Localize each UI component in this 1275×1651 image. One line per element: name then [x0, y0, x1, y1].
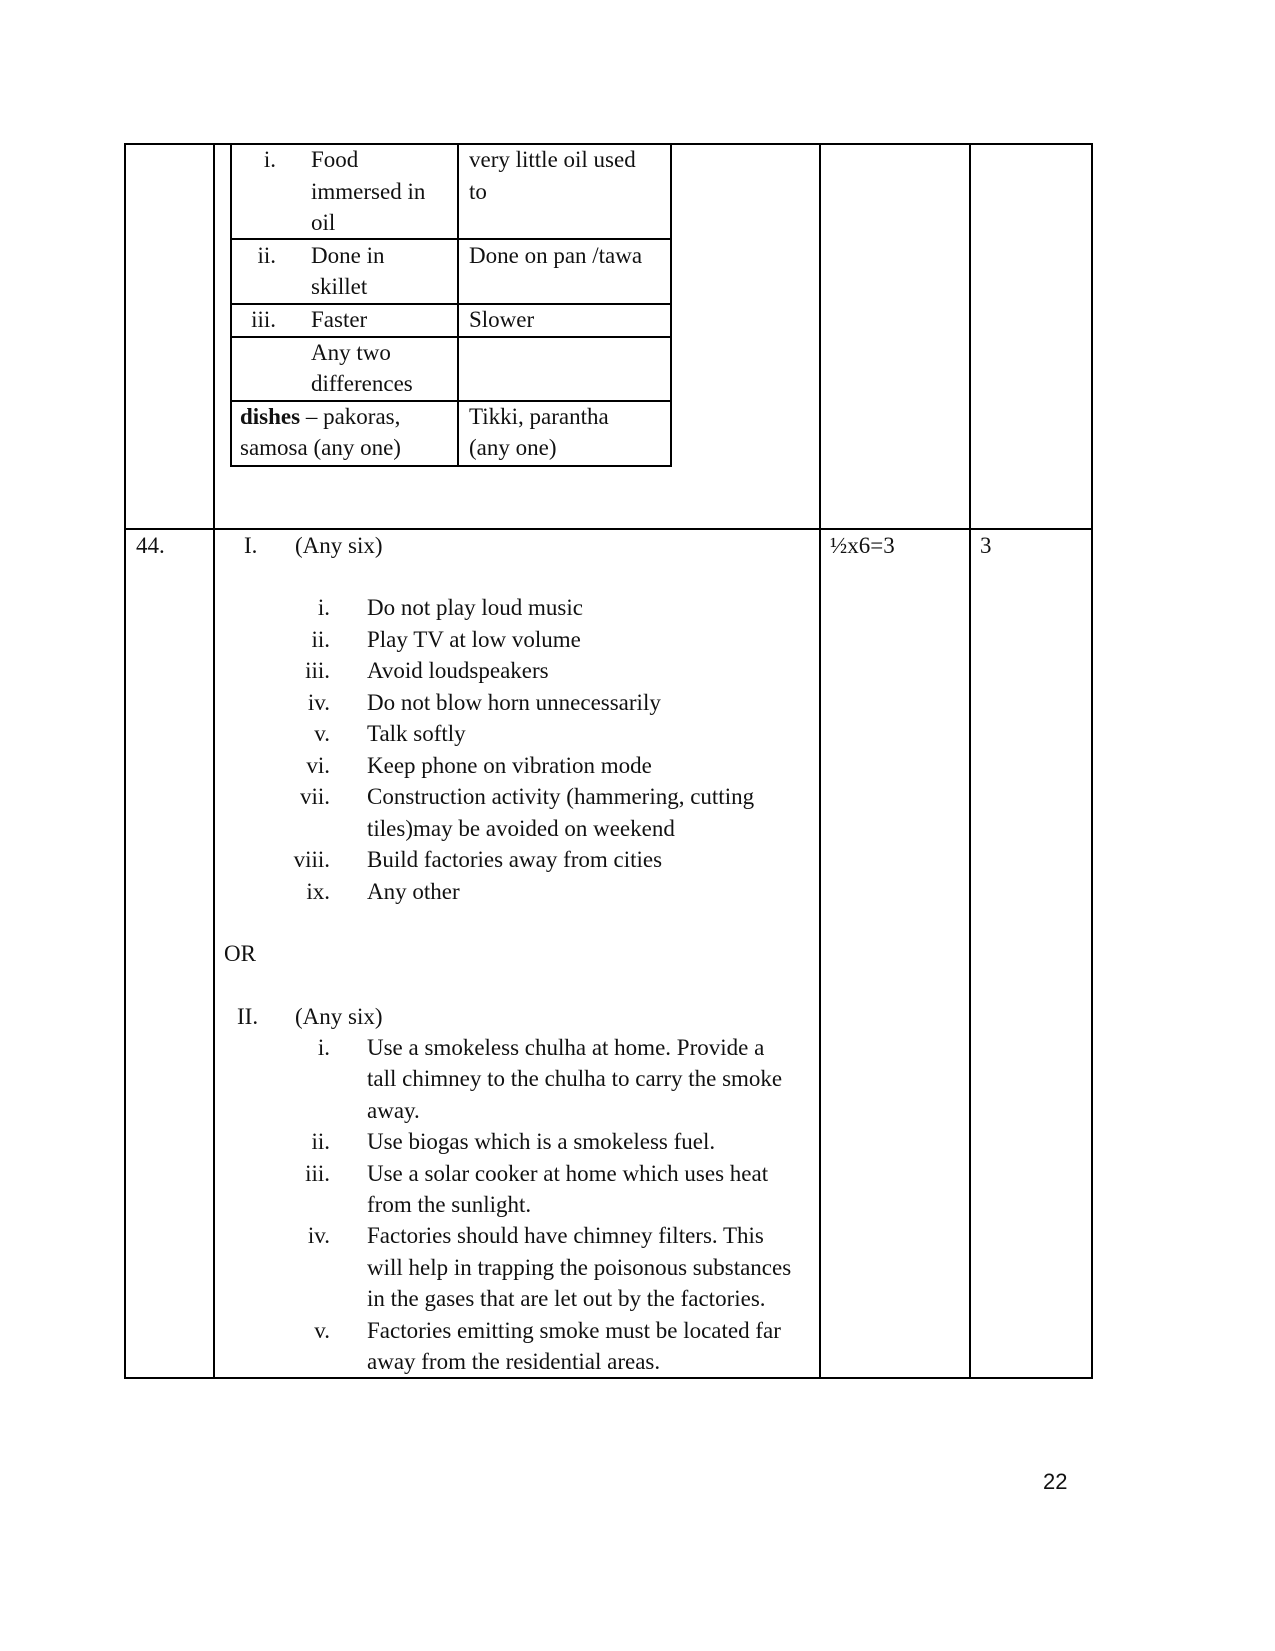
- list-item-text: away from the residential areas.: [367, 1349, 661, 1374]
- dishes-left-line-1: [240, 401, 400, 433]
- outer-table-row-divider: [125, 528, 1093, 530]
- inner-row-4-left-line-1: Any two: [311, 340, 391, 365]
- inner-row-1-numeral: i.: [263, 147, 276, 172]
- list-item-text: tall chimney to the chulha to carry the smoke: [367, 1066, 783, 1092]
- outer-table-col-divider-1: [213, 143, 215, 1379]
- or-label: OR: [224, 941, 256, 966]
- list-item-text: Do not play loud music: [367, 595, 583, 620]
- list-item-text: Build factories away from cities: [367, 847, 663, 872]
- list-item-text: away.: [367, 1097, 420, 1123]
- outer-table-col-divider-3: [969, 143, 971, 1379]
- inner-row-3-numeral: iii.: [251, 307, 276, 332]
- part2-label: II.: [237, 1004, 259, 1029]
- outer-table-right-border: [1091, 143, 1093, 1379]
- inner-row-1-right-line-2: to: [469, 179, 487, 204]
- list-item-text: Avoid loudspeakers: [367, 658, 549, 683]
- total-marks: 3: [980, 533, 992, 558]
- list-item-text: Any other: [367, 878, 460, 904]
- list-item-text: tiles)may be avoided on weekend: [367, 815, 675, 841]
- list-item-text: from the sunlight.: [367, 1192, 532, 1217]
- dishes-right-line-1: Tikki, parantha: [469, 404, 609, 429]
- marks-breakdown: ½x6=3: [830, 533, 895, 558]
- list-item-text: Use a solar cooker at home which uses heat: [367, 1160, 769, 1186]
- inner-row-1-right-line-1: very little oil used: [469, 147, 636, 172]
- inner-table-row-line-2: [230, 303, 672, 305]
- inner-table-bottom-border: [230, 465, 672, 467]
- list-item-text: Play TV at low volume: [367, 626, 581, 652]
- part1-label: I.: [244, 533, 258, 558]
- list-item-number: viii.: [293, 847, 330, 872]
- list-item-text: Use biogas which is a smokeless fuel.: [367, 1129, 716, 1155]
- list-item-text: Do not blow horn unnecessarily: [367, 689, 661, 715]
- list-item-text: Factories should have chimney filters. This: [367, 1223, 764, 1249]
- inner-row-1-left-line-2: immersed in: [311, 179, 426, 204]
- part2-heading: (Any six): [295, 1004, 383, 1029]
- question-number: 44.: [136, 533, 165, 558]
- outer-table-left-border: [124, 143, 126, 1379]
- inner-table-right-border: [670, 143, 672, 467]
- inner-table-middle-border: [457, 143, 459, 467]
- list-item-text: Keep phone on vibration mode: [367, 752, 652, 778]
- list-item-text: Construction activity (hammering, cutting: [367, 784, 755, 809]
- dishes-right-line-2: (any one): [469, 435, 557, 460]
- list-item-number: v.: [314, 1317, 330, 1343]
- inner-row-3-right-line-1: Slower: [469, 307, 535, 332]
- page-number: 22: [1043, 1469, 1068, 1494]
- list-item-text: Use a smokeless chulha at home. Provide a: [367, 1035, 765, 1060]
- list-item-number: ix.: [306, 878, 330, 904]
- list-item-number: ii.: [311, 626, 330, 652]
- list-item-text: in the gases that are let out by the factories.: [367, 1286, 766, 1312]
- list-item-text: Factories emitting smoke must be located far: [367, 1317, 781, 1343]
- inner-row-1-left-line-3: oil: [311, 210, 336, 235]
- list-item-number: i.: [317, 595, 330, 620]
- list-item-number: ii.: [311, 1129, 330, 1155]
- list-item-number: v.: [314, 721, 330, 746]
- inner-row-1-left-line-1: Food: [311, 147, 359, 172]
- list-item-number: i.: [317, 1035, 330, 1060]
- list-item-number: iv.: [307, 689, 330, 715]
- inner-row-2-right-line-1: Done on pan /tawa: [469, 243, 643, 268]
- inner-row-2-left-line-2: skillet: [311, 274, 368, 299]
- list-item-number: iii.: [305, 658, 330, 683]
- list-item-number: iii.: [305, 1160, 330, 1186]
- list-item-text: Talk softly: [367, 721, 466, 746]
- inner-row-4-left-line-2: differences: [311, 371, 413, 396]
- list-item-text: will help in trapping the poisonous substances: [367, 1254, 792, 1280]
- inner-table-row-line-3: [230, 336, 672, 338]
- inner-row-2-numeral: ii.: [257, 243, 276, 268]
- list-item-number: vi.: [306, 752, 330, 778]
- outer-table-col-divider-2: [819, 143, 821, 1379]
- part1-heading: (Any six): [295, 533, 383, 558]
- dishes-left-line-2: samosa (any one): [240, 435, 401, 460]
- list-item-number: iv.: [307, 1223, 330, 1249]
- dishes-left-rest: – pakoras,: [300, 404, 401, 429]
- inner-row-3-left-line-1: Faster: [311, 307, 368, 332]
- list-item-number: vii.: [299, 784, 330, 809]
- dishes-label: dishes: [240, 404, 301, 429]
- inner-row-2-left-line-1: Done in: [311, 243, 385, 268]
